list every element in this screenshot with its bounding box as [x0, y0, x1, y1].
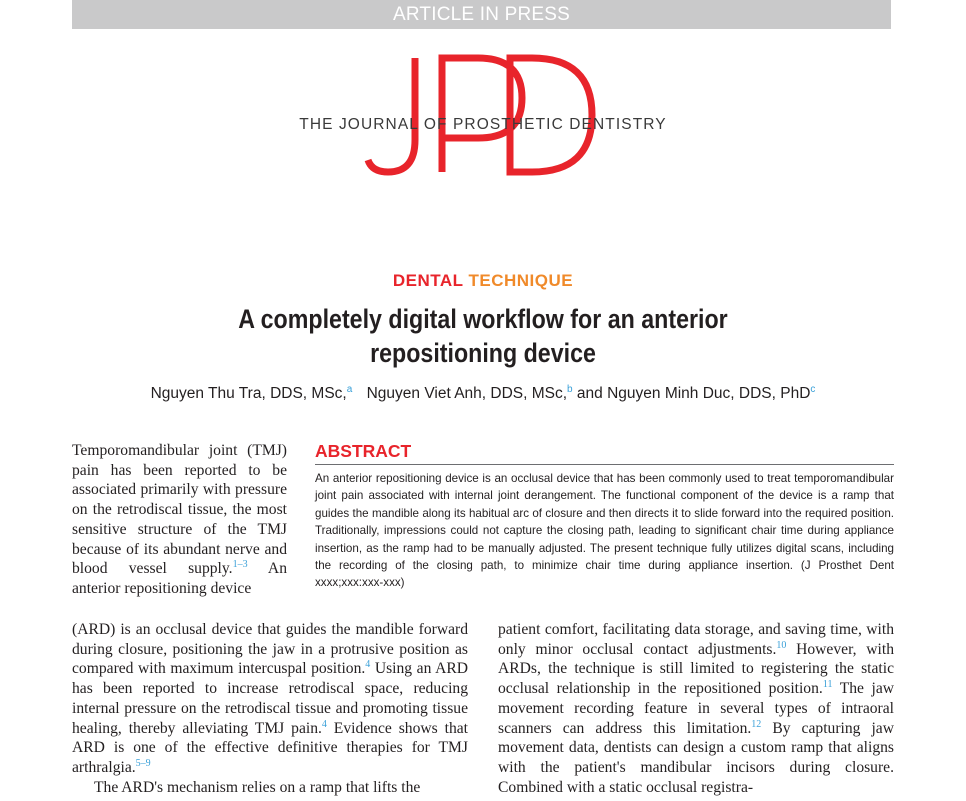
citation-link[interactable]: 4 [321, 718, 327, 730]
abstract-heading: ABSTRACT [315, 441, 894, 465]
citation-link[interactable]: 12 [751, 718, 762, 730]
journal-name: THE JOURNAL OF PROSTHETIC DENTISTRY [299, 116, 667, 133]
body-text: Temporomandibular joint (TMJ) pain has been reported to be associated primarily with pressure on the retrodiscal tissue, the most sensitive structure of the TMJ because of its abundant nerve and blood vessel supply. [72, 442, 287, 578]
abstract-text: An anterior repositioning device is an occlusal device that has been commonly used to treat temporomandibular joint pain associated with internal joint derangement. The functional component of the device is a ramp that guides the mandible along its habitual arc of closure and then directs it to slide forward into the required position. Traditionally, impressions could not capture the closing path, leading to significant chair time during appliance insertion, as the ramp had to be manually adjusted. The present technique fully utilizes digital scans, including the recording of the closing path, to minimize chair time during appliance insertion. (J Prosthet Dent xxxx;xxx:xxx-xxx) [315, 472, 894, 590]
citation-link[interactable]: 11 [822, 678, 833, 690]
body-right [498, 620, 894, 797]
section-word-dental: DENTAL [392, 271, 464, 290]
body-text: (ARD) is an occlusal device that guides the mandible forward during closure, positioning the jaw in a protrusive position as compared with maximum intercuspal position. [72, 621, 468, 678]
body-left-bottom [72, 620, 468, 797]
section-word-technique: TECHNIQUE [468, 271, 574, 290]
affiliation-link[interactable]: c [810, 384, 816, 395]
body-text: By capturing jaw movement data, dentists can design a custom ramp that aligns with the patient's mandibular incisors during closure. Combined with a static occlusal registra- [498, 719, 894, 796]
citation-link[interactable]: 1–3 [232, 559, 248, 571]
citation-link[interactable]: 4 [365, 659, 371, 671]
body-text: patient comfort, facilitating data storage, and saving time, with only minor occlusal contact adjustments. [498, 621, 894, 658]
body-text: An anterior repositioning device [72, 560, 287, 597]
section-label [0, 271, 966, 291]
article-in-press-banner: ARTICLE IN PRESS [72, 0, 891, 29]
citation-link[interactable]: 5–9 [135, 757, 151, 769]
citation-link[interactable]: 10 [776, 639, 787, 651]
body-paragraph: The ARD's mechanism relies on a ramp that lifts the [94, 778, 421, 796]
body-text: The jaw movement recording feature in several types of intraoral scanners can address this limitation. [498, 680, 894, 737]
affiliation-link[interactable]: a [346, 384, 353, 395]
author-name: and Nguyen Minh Duc, DDS, PhD [576, 385, 811, 403]
body-left-top [72, 441, 287, 599]
affiliation-link[interactable]: b [567, 384, 573, 395]
body-text: Evidence shows that ARD is one of the effective definitive therapies for TMJ arthralgia. [72, 719, 468, 776]
author-list [60, 384, 906, 403]
body-text: However, with ARDs, the technique is still limited to registering the static occlusal relationship in the repositioned position. [498, 640, 894, 698]
author-name: Nguyen Thu Tra, DDS, MSc, [150, 385, 347, 403]
article-title: A completely digital workflow for an anterior repositioning device [238, 304, 728, 368]
body-text: Using an ARD has been reported to increase retrodiscal space, reducing internal pressure on the retrodiscal tissue and promoting tissue healing, thereby alleviating TMJ pain. [72, 660, 469, 737]
author-name: Nguyen Viet Anh, DDS, MSc, [366, 385, 568, 403]
